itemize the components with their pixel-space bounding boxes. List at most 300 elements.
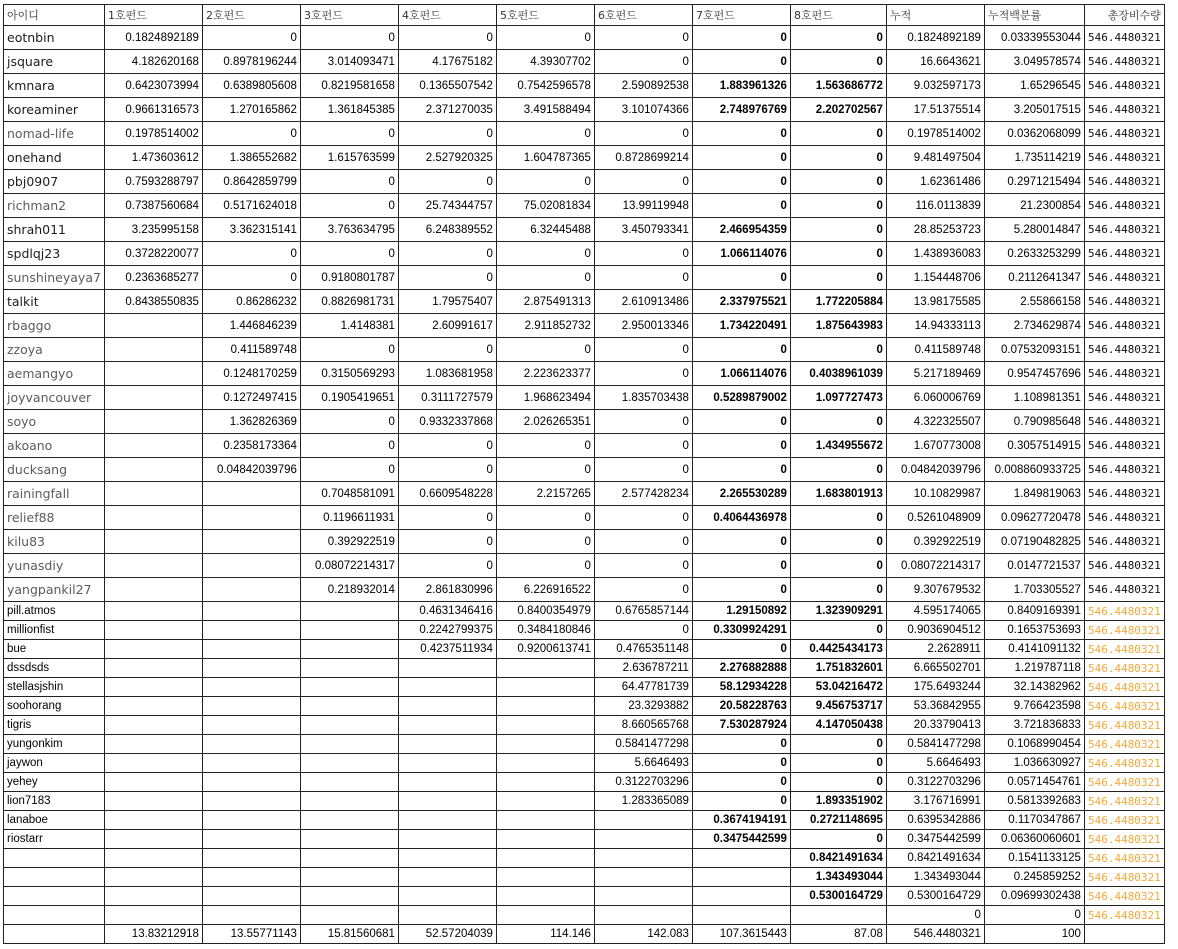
fund-8-cell[interactable]: 0 <box>790 26 886 50</box>
cumulative-percent-cell[interactable]: 0.06360060601 <box>984 830 1084 849</box>
fund-2-cell[interactable] <box>202 792 300 811</box>
fund-4-cell[interactable]: 1.79575407 <box>398 290 496 314</box>
fund-5-cell[interactable]: 6.226916522 <box>496 578 594 602</box>
total-equipment-cell[interactable]: 546.4480321 <box>1084 314 1164 338</box>
fund-4-cell[interactable]: 0 <box>398 458 496 482</box>
total-equipment-cell[interactable]: 546.4480321 <box>1084 146 1164 170</box>
fund-6-cell[interactable]: 0.5841477298 <box>594 735 692 754</box>
cumulative-percent-cell[interactable]: 3.205017515 <box>984 98 1084 122</box>
fund-6-cell[interactable]: 3.101074366 <box>594 98 692 122</box>
fund-8-cell[interactable]: 0 <box>790 338 886 362</box>
total-equipment-cell[interactable]: 546.4480321 <box>1084 716 1164 735</box>
fund-5-cell[interactable]: 0 <box>496 506 594 530</box>
fund-3-cell[interactable]: 0 <box>300 338 398 362</box>
fund-3-cell[interactable] <box>300 640 398 659</box>
cumulative-percent-cell[interactable]: 5.280014847 <box>984 218 1084 242</box>
cumulative-percent-cell[interactable]: 0.1170347867 <box>984 811 1084 830</box>
fund-4-cell[interactable]: 0 <box>398 26 496 50</box>
user-id-cell[interactable]: millionfist <box>4 621 105 640</box>
totals-label-cell[interactable] <box>4 925 105 944</box>
fund-5-cell[interactable]: 2.2157265 <box>496 482 594 506</box>
fund-6-cell[interactable]: 0.4765351148 <box>594 640 692 659</box>
column-header-fund-2[interactable]: 2호펀드 <box>202 5 300 26</box>
fund-8-cell[interactable]: 4.147050438 <box>790 716 886 735</box>
total-equipment-cell[interactable]: 546.4480321 <box>1084 811 1164 830</box>
fund-7-cell[interactable] <box>692 887 790 906</box>
user-id-cell[interactable]: pbj0907 <box>4 170 105 194</box>
fund-6-cell[interactable]: 2.577428234 <box>594 482 692 506</box>
fund-6-cell[interactable]: 0 <box>594 242 692 266</box>
fund-4-cell[interactable]: 0 <box>398 242 496 266</box>
total-cumulative-percent-cell[interactable]: 100 <box>984 925 1084 944</box>
fund-5-cell[interactable]: 0 <box>496 122 594 146</box>
fund-4-cell[interactable]: 0 <box>398 554 496 578</box>
fund-5-cell[interactable]: 0.3484180846 <box>496 621 594 640</box>
fund-6-cell[interactable]: 1.283365089 <box>594 792 692 811</box>
total-equipment-cell[interactable]: 546.4480321 <box>1084 887 1164 906</box>
column-header-fund-6[interactable]: 6호펀드 <box>594 5 692 26</box>
fund-8-cell[interactable]: 0 <box>790 242 886 266</box>
fund-8-cell[interactable]: 1.751832601 <box>790 659 886 678</box>
fund-7-cell[interactable]: 0 <box>692 194 790 218</box>
fund-2-cell[interactable]: 1.270165862 <box>202 98 300 122</box>
cumulative-cell[interactable]: 1.343493044 <box>886 868 984 887</box>
user-id-cell[interactable]: spdlqj23 <box>4 242 105 266</box>
cumulative-percent-cell[interactable]: 0.07532093151 <box>984 338 1084 362</box>
fund-8-cell[interactable]: 1.343493044 <box>790 868 886 887</box>
user-id-cell[interactable]: dssdsds <box>4 659 105 678</box>
fund-4-cell[interactable]: 2.527920325 <box>398 146 496 170</box>
total-equipment-cell[interactable]: 546.4480321 <box>1084 830 1164 849</box>
fund-5-cell[interactable]: 1.968623494 <box>496 386 594 410</box>
cumulative-cell[interactable]: 0.1978514002 <box>886 122 984 146</box>
fund-3-cell[interactable]: 1.615763599 <box>300 146 398 170</box>
total-fund-2-cell[interactable]: 13.55771143 <box>202 925 300 944</box>
total-fund-3-cell[interactable]: 15.81560681 <box>300 925 398 944</box>
fund-5-cell[interactable]: 1.604787365 <box>496 146 594 170</box>
user-id-cell[interactable]: relief88 <box>4 506 105 530</box>
total-total-equipment-cell[interactable] <box>1084 925 1164 944</box>
fund-3-cell[interactable] <box>300 602 398 621</box>
fund-1-cell[interactable]: 4.182620168 <box>104 50 202 74</box>
fund-8-cell[interactable]: 0 <box>790 735 886 754</box>
total-equipment-cell[interactable]: 546.4480321 <box>1084 754 1164 773</box>
total-cumulative-cell[interactable]: 546.4480321 <box>886 925 984 944</box>
fund-8-cell[interactable]: 0 <box>790 506 886 530</box>
fund-5-cell[interactable] <box>496 868 594 887</box>
fund-2-cell[interactable]: 0.5171624018 <box>202 194 300 218</box>
fund-7-cell[interactable]: 0 <box>692 530 790 554</box>
fund-7-cell[interactable]: 0 <box>692 146 790 170</box>
cumulative-cell[interactable]: 0.08072214317 <box>886 554 984 578</box>
fund-5-cell[interactable]: 75.02081834 <box>496 194 594 218</box>
fund-6-cell[interactable]: 0 <box>594 266 692 290</box>
fund-7-cell[interactable]: 1.066114076 <box>692 362 790 386</box>
fund-8-cell[interactable]: 1.683801913 <box>790 482 886 506</box>
fund-7-cell[interactable]: 0.3674194191 <box>692 811 790 830</box>
cumulative-cell[interactable]: 0.6395342886 <box>886 811 984 830</box>
column-header-id[interactable]: 아이디 <box>4 5 105 26</box>
fund-6-cell[interactable]: 2.590892538 <box>594 74 692 98</box>
fund-4-cell[interactable] <box>398 697 496 716</box>
fund-6-cell[interactable]: 0 <box>594 530 692 554</box>
fund-8-cell[interactable]: 0 <box>790 773 886 792</box>
cumulative-percent-cell[interactable]: 0.3057514915 <box>984 434 1084 458</box>
fund-3-cell[interactable] <box>300 735 398 754</box>
user-id-cell[interactable]: yungonkim <box>4 735 105 754</box>
fund-4-cell[interactable] <box>398 887 496 906</box>
fund-1-cell[interactable] <box>104 506 202 530</box>
fund-5-cell[interactable]: 0 <box>496 338 594 362</box>
user-id-cell[interactable]: talkit <box>4 290 105 314</box>
total-equipment-cell[interactable]: 546.4480321 <box>1084 338 1164 362</box>
total-equipment-cell[interactable]: 546.4480321 <box>1084 26 1164 50</box>
cumulative-percent-cell[interactable]: 0.8409169391 <box>984 602 1084 621</box>
fund-6-cell[interactable]: 0.6765857144 <box>594 602 692 621</box>
fund-8-cell[interactable]: 0.4425434173 <box>790 640 886 659</box>
cumulative-cell[interactable]: 0.3122703296 <box>886 773 984 792</box>
fund-2-cell[interactable] <box>202 849 300 868</box>
cumulative-percent-cell[interactable]: 0.03339553044 <box>984 26 1084 50</box>
fund-1-cell[interactable]: 0.9661316573 <box>104 98 202 122</box>
cumulative-percent-cell[interactable]: 1.735114219 <box>984 146 1084 170</box>
user-id-cell[interactable]: riostarr <box>4 830 105 849</box>
fund-8-cell[interactable]: 0 <box>790 578 886 602</box>
cumulative-cell[interactable]: 5.217189469 <box>886 362 984 386</box>
fund-2-cell[interactable] <box>202 530 300 554</box>
column-header-fund-8[interactable]: 8호펀드 <box>790 5 886 26</box>
column-header-cumulative[interactable]: 누적 <box>886 5 984 26</box>
fund-3-cell[interactable]: 1.4148381 <box>300 314 398 338</box>
cumulative-cell[interactable]: 17.51375514 <box>886 98 984 122</box>
total-fund-7-cell[interactable]: 107.3615443 <box>692 925 790 944</box>
total-equipment-cell[interactable]: 546.4480321 <box>1084 530 1164 554</box>
user-id-cell[interactable]: pill.atmos <box>4 602 105 621</box>
fund-6-cell[interactable]: 64.47781739 <box>594 678 692 697</box>
column-header-fund-1[interactable]: 1호펀드 <box>104 5 202 26</box>
cumulative-cell[interactable]: 28.85253723 <box>886 218 984 242</box>
total-fund-5-cell[interactable]: 114.146 <box>496 925 594 944</box>
fund-5-cell[interactable] <box>496 773 594 792</box>
fund-5-cell[interactable] <box>496 887 594 906</box>
fund-5-cell[interactable] <box>496 697 594 716</box>
fund-2-cell[interactable]: 0 <box>202 266 300 290</box>
fund-5-cell[interactable]: 0.7542596578 <box>496 74 594 98</box>
fund-8-cell[interactable]: 53.04216472 <box>790 678 886 697</box>
cumulative-percent-cell[interactable]: 21.2300854 <box>984 194 1084 218</box>
fund-2-cell[interactable] <box>202 506 300 530</box>
fund-4-cell[interactable]: 2.60991617 <box>398 314 496 338</box>
cumulative-percent-cell[interactable]: 1.65296545 <box>984 74 1084 98</box>
fund-4-cell[interactable] <box>398 906 496 925</box>
user-id-cell[interactable] <box>4 849 105 868</box>
cumulative-cell[interactable]: 0.04842039796 <box>886 458 984 482</box>
cumulative-cell[interactable]: 0.5261048909 <box>886 506 984 530</box>
fund-1-cell[interactable] <box>104 578 202 602</box>
fund-4-cell[interactable]: 0 <box>398 170 496 194</box>
fund-2-cell[interactable]: 0.2358173364 <box>202 434 300 458</box>
fund-1-cell[interactable] <box>104 830 202 849</box>
fund-5-cell[interactable]: 6.32445488 <box>496 218 594 242</box>
fund-5-cell[interactable] <box>496 716 594 735</box>
fund-4-cell[interactable]: 0 <box>398 506 496 530</box>
fund-5-cell[interactable] <box>496 906 594 925</box>
fund-7-cell[interactable]: 20.58228763 <box>692 697 790 716</box>
total-equipment-cell[interactable]: 546.4480321 <box>1084 410 1164 434</box>
total-equipment-cell[interactable]: 546.4480321 <box>1084 434 1164 458</box>
fund-1-cell[interactable] <box>104 792 202 811</box>
fund-2-cell[interactable] <box>202 554 300 578</box>
fund-3-cell[interactable]: 0 <box>300 458 398 482</box>
fund-1-cell[interactable]: 0.7593288797 <box>104 170 202 194</box>
fund-6-cell[interactable] <box>594 811 692 830</box>
fund-5-cell[interactable]: 0 <box>496 458 594 482</box>
fund-4-cell[interactable]: 2.861830996 <box>398 578 496 602</box>
fund-3-cell[interactable]: 0.218932014 <box>300 578 398 602</box>
fund-4-cell[interactable]: 1.083681958 <box>398 362 496 386</box>
fund-8-cell[interactable]: 0 <box>790 218 886 242</box>
fund-6-cell[interactable]: 0.3122703296 <box>594 773 692 792</box>
cumulative-cell[interactable]: 0.9036904512 <box>886 621 984 640</box>
fund-7-cell[interactable]: 0 <box>692 434 790 458</box>
fund-3-cell[interactable] <box>300 621 398 640</box>
fund-7-cell[interactable]: 2.276882888 <box>692 659 790 678</box>
fund-4-cell[interactable]: 0 <box>398 122 496 146</box>
fund-7-cell[interactable]: 0 <box>692 170 790 194</box>
fund-3-cell[interactable] <box>300 678 398 697</box>
cumulative-percent-cell[interactable]: 0.0362068099 <box>984 122 1084 146</box>
fund-6-cell[interactable]: 0 <box>594 434 692 458</box>
fund-6-cell[interactable]: 2.610913486 <box>594 290 692 314</box>
user-id-cell[interactable]: richman2 <box>4 194 105 218</box>
fund-8-cell[interactable]: 0 <box>790 410 886 434</box>
fund-5-cell[interactable]: 0.9200613741 <box>496 640 594 659</box>
fund-6-cell[interactable]: 3.450793341 <box>594 218 692 242</box>
user-id-cell[interactable]: koreaminer <box>4 98 105 122</box>
fund-7-cell[interactable]: 0.3475442599 <box>692 830 790 849</box>
total-equipment-cell[interactable]: 546.4480321 <box>1084 74 1164 98</box>
total-equipment-cell[interactable]: 546.4480321 <box>1084 578 1164 602</box>
cumulative-cell[interactable]: 0.5841477298 <box>886 735 984 754</box>
column-header-fund-5[interactable]: 5호펀드 <box>496 5 594 26</box>
fund-7-cell[interactable]: 1.734220491 <box>692 314 790 338</box>
user-id-cell[interactable]: rbaggo <box>4 314 105 338</box>
fund-7-cell[interactable] <box>692 906 790 925</box>
total-equipment-cell[interactable]: 546.4480321 <box>1084 554 1164 578</box>
fund-2-cell[interactable] <box>202 678 300 697</box>
fund-2-cell[interactable]: 1.446846239 <box>202 314 300 338</box>
fund-1-cell[interactable] <box>104 434 202 458</box>
fund-5-cell[interactable] <box>496 754 594 773</box>
user-id-cell[interactable] <box>4 906 105 925</box>
cumulative-cell[interactable]: 13.98175585 <box>886 290 984 314</box>
fund-2-cell[interactable]: 0.86286232 <box>202 290 300 314</box>
fund-3-cell[interactable]: 3.763634795 <box>300 218 398 242</box>
fund-1-cell[interactable]: 0.2363685277 <box>104 266 202 290</box>
fund-6-cell[interactable]: 0 <box>594 338 692 362</box>
fund-4-cell[interactable] <box>398 678 496 697</box>
column-header-fund-4[interactable]: 4호펀드 <box>398 5 496 26</box>
total-equipment-cell[interactable]: 546.4480321 <box>1084 906 1164 925</box>
fund-2-cell[interactable] <box>202 697 300 716</box>
fund-1-cell[interactable] <box>104 530 202 554</box>
fund-8-cell[interactable]: 0 <box>790 266 886 290</box>
fund-6-cell[interactable]: 13.99119948 <box>594 194 692 218</box>
user-id-cell[interactable]: akoano <box>4 434 105 458</box>
fund-6-cell[interactable]: 0.8728699214 <box>594 146 692 170</box>
cumulative-percent-cell[interactable]: 0.1653753693 <box>984 621 1084 640</box>
fund-5-cell[interactable]: 0.8400354979 <box>496 602 594 621</box>
fund-8-cell[interactable]: 1.772205884 <box>790 290 886 314</box>
cumulative-cell[interactable]: 3.176716991 <box>886 792 984 811</box>
total-fund-8-cell[interactable]: 87.08 <box>790 925 886 944</box>
total-equipment-cell[interactable]: 546.4480321 <box>1084 122 1164 146</box>
fund-8-cell[interactable]: 1.893351902 <box>790 792 886 811</box>
total-equipment-cell[interactable]: 546.4480321 <box>1084 170 1164 194</box>
fund-1-cell[interactable] <box>104 659 202 678</box>
fund-4-cell[interactable] <box>398 773 496 792</box>
fund-5-cell[interactable]: 0 <box>496 170 594 194</box>
fund-5-cell[interactable]: 2.026265351 <box>496 410 594 434</box>
fund-1-cell[interactable] <box>104 887 202 906</box>
user-id-cell[interactable]: jsquare <box>4 50 105 74</box>
user-id-cell[interactable]: nomad-life <box>4 122 105 146</box>
fund-7-cell[interactable]: 0 <box>692 773 790 792</box>
fund-3-cell[interactable] <box>300 659 398 678</box>
fund-5-cell[interactable]: 0 <box>496 242 594 266</box>
fund-7-cell[interactable]: 0.3309924291 <box>692 621 790 640</box>
fund-6-cell[interactable]: 0 <box>594 410 692 434</box>
total-equipment-cell[interactable]: 546.4480321 <box>1084 362 1164 386</box>
user-id-cell[interactable]: soohorang <box>4 697 105 716</box>
fund-4-cell[interactable] <box>398 735 496 754</box>
fund-6-cell[interactable]: 0 <box>594 578 692 602</box>
fund-6-cell[interactable] <box>594 830 692 849</box>
fund-7-cell[interactable]: 0 <box>692 266 790 290</box>
fund-4-cell[interactable]: 0 <box>398 338 496 362</box>
fund-1-cell[interactable]: 1.473603612 <box>104 146 202 170</box>
user-id-cell[interactable]: kmnara <box>4 74 105 98</box>
fund-8-cell[interactable]: 0.4038961039 <box>790 362 886 386</box>
fund-8-cell[interactable]: 9.456753717 <box>790 697 886 716</box>
fund-1-cell[interactable] <box>104 554 202 578</box>
fund-2-cell[interactable]: 0.1272497415 <box>202 386 300 410</box>
fund-5-cell[interactable]: 0 <box>496 434 594 458</box>
total-equipment-cell[interactable]: 546.4480321 <box>1084 640 1164 659</box>
cumulative-percent-cell[interactable]: 32.14382962 <box>984 678 1084 697</box>
user-id-cell[interactable] <box>4 887 105 906</box>
fund-7-cell[interactable]: 1.883961326 <box>692 74 790 98</box>
cumulative-percent-cell[interactable]: 0.1541133125 <box>984 849 1084 868</box>
fund-4-cell[interactable]: 6.248389552 <box>398 218 496 242</box>
fund-6-cell[interactable]: 2.636787211 <box>594 659 692 678</box>
cumulative-percent-cell[interactable]: 0.790985648 <box>984 410 1084 434</box>
fund-5-cell[interactable]: 2.875491313 <box>496 290 594 314</box>
fund-7-cell[interactable]: 0.5289879002 <box>692 386 790 410</box>
fund-1-cell[interactable] <box>104 621 202 640</box>
total-equipment-cell[interactable]: 546.4480321 <box>1084 621 1164 640</box>
cumulative-percent-cell[interactable]: 1.703305527 <box>984 578 1084 602</box>
cumulative-percent-cell[interactable]: 2.55866158 <box>984 290 1084 314</box>
fund-3-cell[interactable] <box>300 868 398 887</box>
fund-1-cell[interactable] <box>104 314 202 338</box>
fund-8-cell[interactable] <box>790 906 886 925</box>
cumulative-cell[interactable]: 0.3475442599 <box>886 830 984 849</box>
fund-8-cell[interactable]: 1.323909291 <box>790 602 886 621</box>
cumulative-cell[interactable]: 0.8421491634 <box>886 849 984 868</box>
fund-1-cell[interactable] <box>104 338 202 362</box>
cumulative-percent-cell[interactable]: 0.0147721537 <box>984 554 1084 578</box>
fund-2-cell[interactable] <box>202 811 300 830</box>
fund-3-cell[interactable] <box>300 887 398 906</box>
spreadsheet-table[interactable] <box>3 4 1165 944</box>
cumulative-cell[interactable]: 10.10829987 <box>886 482 984 506</box>
fund-1-cell[interactable] <box>104 362 202 386</box>
fund-3-cell[interactable]: 0 <box>300 170 398 194</box>
cumulative-cell[interactable]: 6.060006769 <box>886 386 984 410</box>
user-id-cell[interactable]: onehand <box>4 146 105 170</box>
fund-1-cell[interactable]: 0.6423073994 <box>104 74 202 98</box>
cumulative-cell[interactable]: 9.032597173 <box>886 74 984 98</box>
user-id-cell[interactable]: yehey <box>4 773 105 792</box>
fund-1-cell[interactable] <box>104 386 202 410</box>
cumulative-cell[interactable]: 116.0113839 <box>886 194 984 218</box>
cumulative-cell[interactable]: 4.595174065 <box>886 602 984 621</box>
fund-1-cell[interactable] <box>104 602 202 621</box>
fund-3-cell[interactable]: 0.3150569293 <box>300 362 398 386</box>
fund-8-cell[interactable]: 0 <box>790 194 886 218</box>
user-id-cell[interactable]: yangpankil27 <box>4 578 105 602</box>
fund-8-cell[interactable]: 0.5300164729 <box>790 887 886 906</box>
cumulative-percent-cell[interactable]: 0.4141091132 <box>984 640 1084 659</box>
fund-1-cell[interactable] <box>104 735 202 754</box>
fund-2-cell[interactable] <box>202 906 300 925</box>
fund-2-cell[interactable] <box>202 887 300 906</box>
fund-7-cell[interactable]: 0 <box>692 338 790 362</box>
fund-6-cell[interactable]: 0 <box>594 621 692 640</box>
cumulative-cell[interactable]: 53.36842955 <box>886 697 984 716</box>
fund-6-cell[interactable]: 0 <box>594 122 692 146</box>
total-equipment-cell[interactable]: 546.4480321 <box>1084 697 1164 716</box>
fund-8-cell[interactable]: 2.202702567 <box>790 98 886 122</box>
fund-6-cell[interactable]: 5.6646493 <box>594 754 692 773</box>
cumulative-cell[interactable]: 20.33790413 <box>886 716 984 735</box>
fund-8-cell[interactable]: 0 <box>790 754 886 773</box>
cumulative-percent-cell[interactable]: 0.5813392683 <box>984 792 1084 811</box>
user-id-cell[interactable]: kilu83 <box>4 530 105 554</box>
fund-1-cell[interactable] <box>104 640 202 659</box>
cumulative-cell[interactable]: 1.438936083 <box>886 242 984 266</box>
fund-5-cell[interactable]: 0 <box>496 266 594 290</box>
fund-3-cell[interactable]: 0 <box>300 26 398 50</box>
fund-1-cell[interactable] <box>104 773 202 792</box>
user-id-cell[interactable]: zzoya <box>4 338 105 362</box>
fund-7-cell[interactable]: 0 <box>692 458 790 482</box>
fund-7-cell[interactable]: 2.466954359 <box>692 218 790 242</box>
user-id-cell[interactable]: shrah011 <box>4 218 105 242</box>
total-equipment-cell[interactable]: 546.4480321 <box>1084 50 1164 74</box>
fund-2-cell[interactable] <box>202 830 300 849</box>
fund-6-cell[interactable]: 0 <box>594 50 692 74</box>
fund-4-cell[interactable]: 4.17675182 <box>398 50 496 74</box>
fund-4-cell[interactable] <box>398 659 496 678</box>
fund-2-cell[interactable] <box>202 640 300 659</box>
fund-2-cell[interactable]: 0 <box>202 242 300 266</box>
total-equipment-cell[interactable]: 546.4480321 <box>1084 849 1164 868</box>
user-id-cell[interactable]: sunshineyaya7 <box>4 266 105 290</box>
fund-5-cell[interactable] <box>496 792 594 811</box>
fund-7-cell[interactable] <box>692 849 790 868</box>
